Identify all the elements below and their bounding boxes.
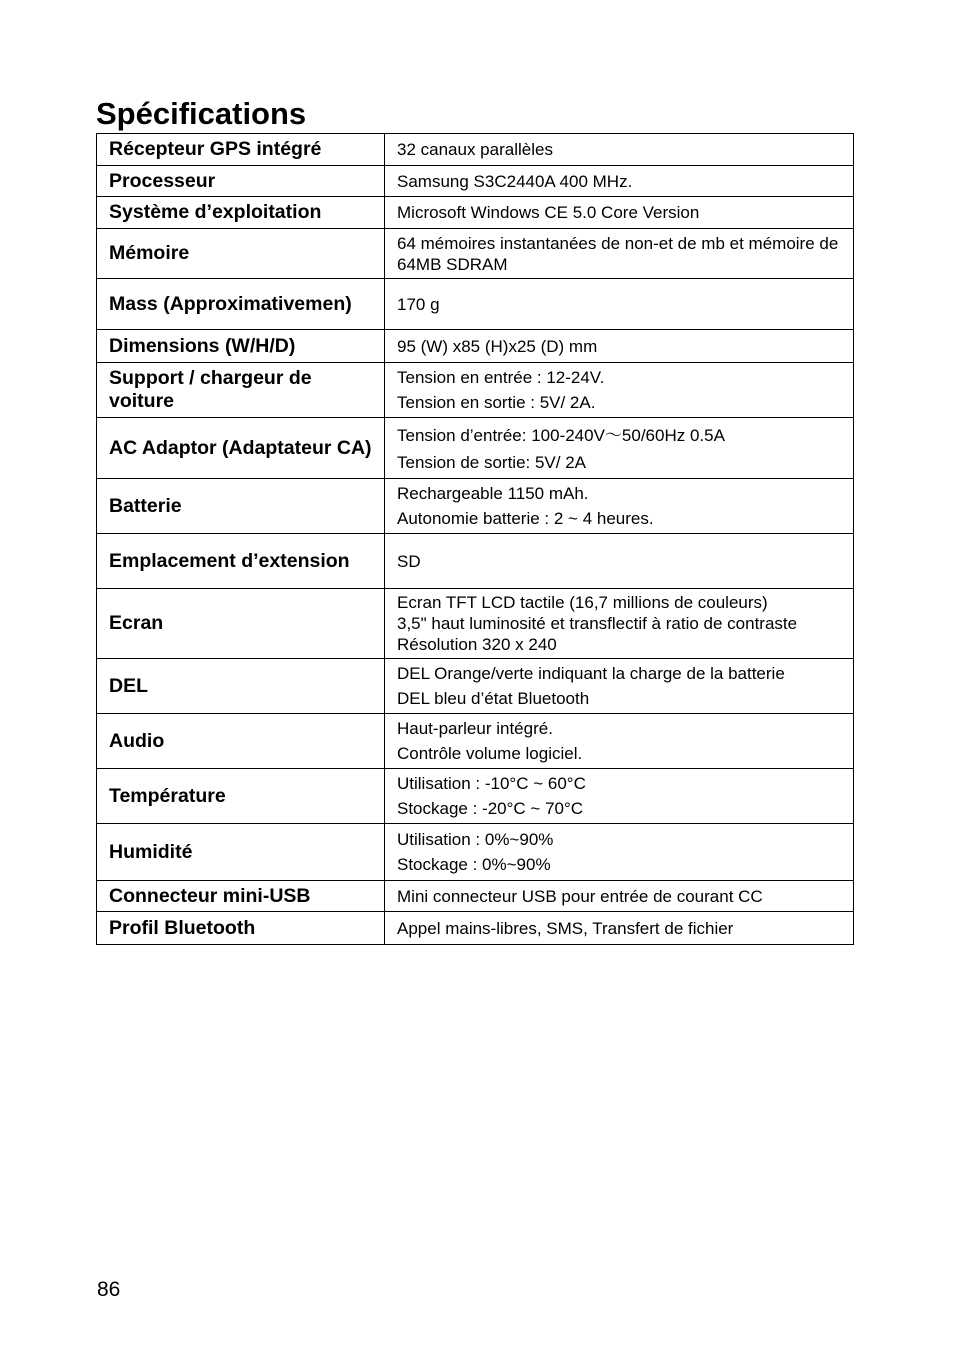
- table-row: [97, 534, 854, 589]
- spec-label-ac-adaptor: AC Adaptor (Adaptateur CA): [97, 418, 385, 479]
- spec-label-temperature: Température: [97, 769, 385, 824]
- table-row: [97, 881, 854, 912]
- table-row: [97, 197, 854, 229]
- spec-value-expansion-slot: [385, 534, 854, 589]
- spec-value-line: 3,5" haut luminosité et transflectif à ratio de contraste: [397, 614, 798, 633]
- specifications-table: [96, 133, 854, 945]
- spec-value-led: [385, 659, 854, 714]
- table-row: [97, 479, 854, 534]
- table-row: [97, 279, 854, 330]
- table-row: [97, 134, 854, 166]
- spec-value-line: Autonomie batterie : 2 ~ 4 heures.: [397, 509, 654, 528]
- spec-value-line: DEL bleu d’état Bluetooth: [397, 689, 590, 708]
- spec-value-audio: [385, 714, 854, 769]
- spec-value-line: SD: [397, 551, 421, 571]
- spec-label-processor: Processeur: [97, 166, 385, 197]
- table-row: [97, 166, 854, 197]
- spec-label-humidity: Humidité: [97, 824, 385, 881]
- spec-value-gps-receiver: [385, 134, 854, 166]
- spec-label-screen: Ecran: [97, 589, 385, 659]
- table-row: [97, 589, 854, 659]
- spec-value-temperature: [385, 769, 854, 824]
- spec-value-car-charger: [385, 363, 854, 418]
- table-row: [97, 659, 854, 714]
- table-row: [97, 229, 854, 279]
- spec-value-battery: [385, 479, 854, 534]
- spec-value-os: [385, 197, 854, 229]
- spec-label-gps-receiver: Récepteur GPS intégré: [97, 134, 385, 166]
- spec-value-line: Microsoft Windows CE 5.0 Core Version: [397, 203, 700, 222]
- spec-label-led: DEL: [97, 659, 385, 714]
- spec-value-line: Stockage : 0%~90%: [397, 855, 551, 874]
- spec-label-os: Système d’exploitation: [97, 197, 385, 229]
- spec-value-line: Résolution 320 x 240: [397, 635, 557, 654]
- table-row: [97, 330, 854, 363]
- spec-value-mini-usb: [385, 881, 854, 912]
- spec-value-line: Appel mains-libres, SMS, Transfert de fichier: [397, 918, 734, 938]
- spec-value-dimensions: [385, 330, 854, 363]
- spec-value-line: Stockage : -20°C ~ 70°C: [397, 799, 584, 818]
- spec-value-line: Haut-parleur intégré.: [397, 719, 553, 738]
- table-row: [97, 714, 854, 769]
- spec-value-line: Ecran TFT LCD tactile (16,7 millions de couleurs): [397, 593, 768, 612]
- spec-value-ac-adaptor: [385, 418, 854, 479]
- spec-label-dimensions: Dimensions (W/H/D): [97, 330, 385, 363]
- page-title: Spécifications: [96, 96, 307, 131]
- spec-value-line: Tension d’entrée: 100-240V～50/60Hz 0.5A: [397, 425, 725, 445]
- spec-value-line: Utilisation : 0%~90%: [397, 830, 554, 849]
- spec-value-line: 95 (W) x85 (H)x25 (D) mm: [397, 336, 598, 356]
- spec-value-line: DEL Orange/verte indiquant la charge de la batterie: [397, 664, 785, 683]
- spec-value-line: Samsung S3C2440A 400 MHz.: [397, 171, 633, 191]
- spec-label-mini-usb: Connecteur mini-USB: [97, 881, 385, 912]
- spec-label-bluetooth-profile: Profil Bluetooth: [97, 912, 385, 945]
- spec-label-mass: Mass (Approximativemen): [97, 279, 385, 330]
- spec-value-line: Tension de sortie: 5V/ 2A: [397, 452, 587, 472]
- spec-label-expansion-slot: Emplacement d’extension: [97, 534, 385, 589]
- spec-label-battery: Batterie: [97, 479, 385, 534]
- spec-value-line: Utilisation : -10°C ~ 60°C: [397, 774, 586, 793]
- spec-value-line: Tension en entrée : 12-24V.: [397, 368, 605, 387]
- spec-value-line: 32 canaux parallèles: [397, 140, 553, 159]
- table-row: [97, 824, 854, 881]
- spec-value-line: 64 mémoires instantanées de non-et de mb et mémoire de 64MB SDRAM: [397, 233, 839, 274]
- spec-value-line: Mini connecteur USB pour entrée de courant CC: [397, 886, 763, 906]
- table-row: [97, 769, 854, 824]
- spec-value-bluetooth-profile: [385, 912, 854, 945]
- table-row: [97, 912, 854, 945]
- spec-value-memory: [385, 229, 854, 279]
- spec-value-line: Tension en sortie : 5V/ 2A.: [397, 393, 596, 412]
- spec-value-screen: [385, 589, 854, 659]
- spec-value-mass: [385, 279, 854, 330]
- spec-label-memory: Mémoire: [97, 229, 385, 279]
- page-number: 86: [97, 1278, 121, 1301]
- spec-value-line: 170 g: [397, 294, 440, 314]
- table-row: [97, 363, 854, 418]
- spec-value-humidity: [385, 824, 854, 881]
- table-row: [97, 418, 854, 479]
- spec-label-audio: Audio: [97, 714, 385, 769]
- spec-value-line: Rechargeable 1150 mAh.: [397, 484, 589, 503]
- spec-label-car-charger: Support / chargeur de voiture: [97, 363, 385, 418]
- spec-value-line: Contrôle volume logiciel.: [397, 744, 583, 763]
- spec-value-processor: [385, 166, 854, 197]
